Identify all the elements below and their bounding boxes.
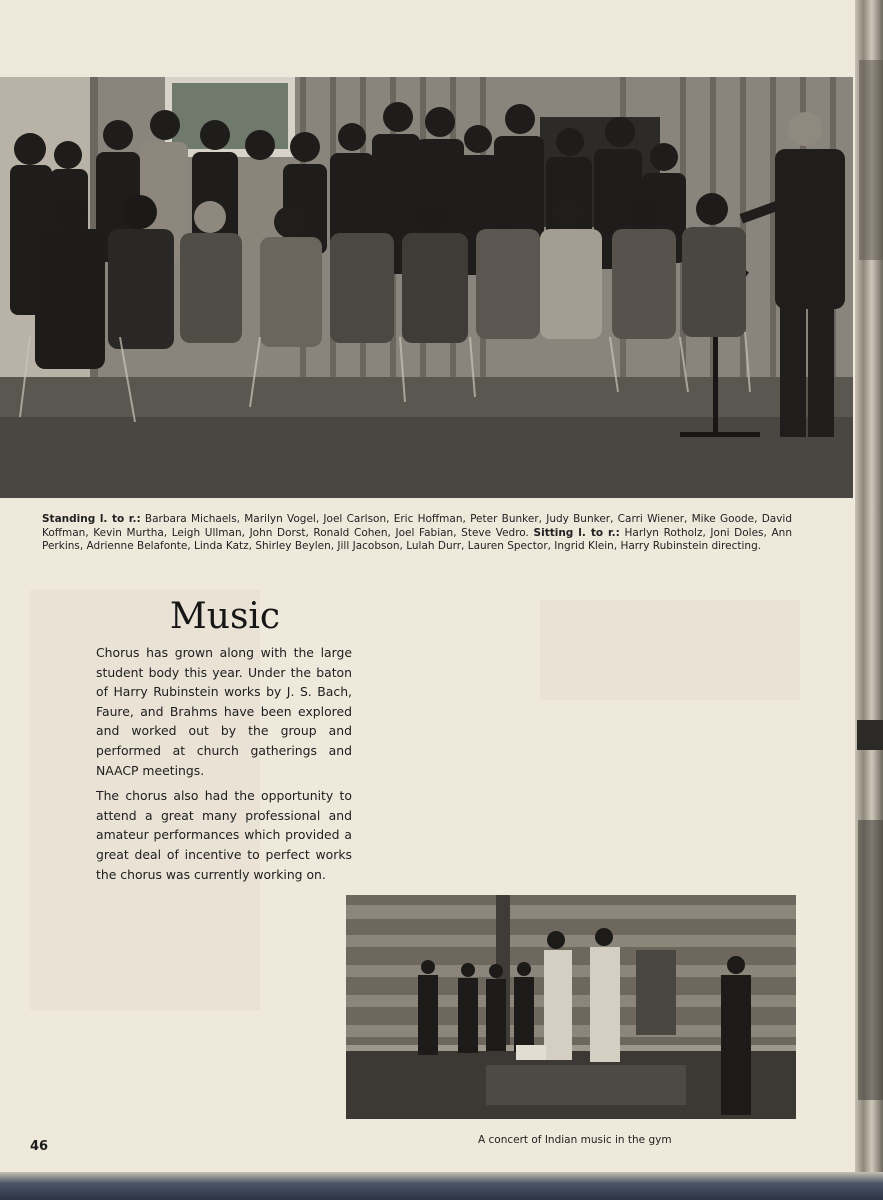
standing-label: Standing l. to r.: [42, 513, 141, 525]
sitting-names: Harlyn Rotholz, Joni Doles, Ann Perkins, Adrienne Belafonte, Linda Katz, Shirley Beylen, Jill Jacobson, Lulah Durr, Lauren Spector, Ingrid Klein, Harry Rubinstein directing. [42, 526, 792, 552]
page-number: 46 [30, 1139, 49, 1154]
sitting-label: Sitting l. to r.: [533, 526, 620, 539]
gym-concert-photo [346, 895, 796, 1119]
paper-tint [540, 600, 800, 700]
section-heading: Music [169, 596, 281, 637]
gym-photo-caption: A concert of Indian music in the gym [478, 1134, 672, 1146]
paragraph: The chorus also had the opportunity to attend a great many professional and amateur performances which provided a great deal of incentive to perfect works the chorus was currently working on. [96, 788, 352, 882]
book-binding-edge [0, 1172, 883, 1200]
chorus-photo [0, 77, 853, 498]
photo-caption-names [42, 513, 792, 554]
paragraph: Chorus has grown along with the large student body this year. Under the baton of Harry Rubinstein works by J. S. Bach, Faure, and Brahms have been explored and worked out by the group and performed at church gatherings and NAACP meetings. [96, 645, 352, 778]
standing-names: Barbara Michaels, Marilyn Vogel, Joel Carlson, Eric Hoffman, Peter Bunker, Judy Bunker, Carri Wiener, Mike Goode, David Koffman, Kevin Murtha, Leigh Ullman, John Dorst, Ronald Cohen, Joel Fabian, Steve Vedro. [42, 513, 793, 539]
adjacent-page-edge [855, 0, 883, 1200]
article-body [96, 643, 352, 890]
